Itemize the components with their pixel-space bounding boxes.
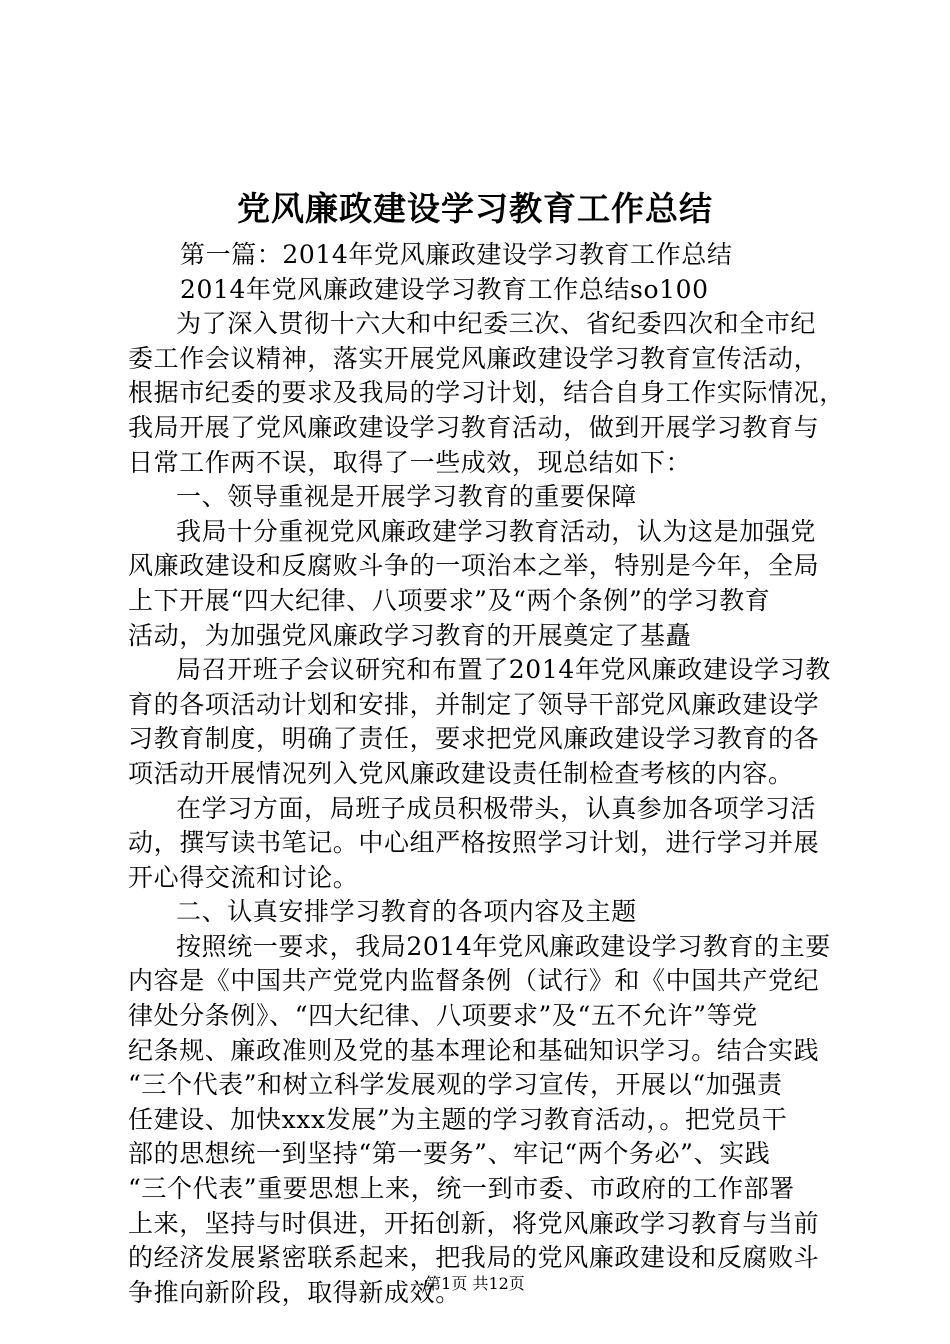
paragraph-line: 我局开展了党风廉政建设学习教育活动，做到开展学习教育与 <box>128 412 820 442</box>
paragraph-line: 育的各项活动计划和安排，并制定了领导干部党风廉政建设学 <box>128 689 820 719</box>
paragraph-line: 习教育制度，明确了责任，要求把党风廉政建设学习教育的各 <box>128 724 820 754</box>
paragraph-line: 纪条规、廉政准则及党的基本理论和基础知识学习。结合实践 <box>128 1035 820 1065</box>
document-title: 党风廉政建设学习教育工作总结 <box>237 189 713 228</box>
document-body <box>128 238 845 1310</box>
paragraph-line: 局召开班子会议研究和布置了2014年党风廉政建设学习教 <box>176 655 831 685</box>
paragraph-line: 根据市纪委的要求及我局的学习计划，结合自身工作实际情况， <box>128 378 845 408</box>
subsection-heading: 2014年党风廉政建设学习教育工作总结so100 <box>180 274 709 304</box>
paragraph-line: 部的思想统一到坚持“第一要务”、牢记“两个务必”、实践 <box>128 1139 771 1169</box>
section-heading: 第一篇：2014年党风廉政建设学习教育工作总结 <box>180 240 733 269</box>
heading-line: 二、认真安排学习教育的各项内容及主题 <box>176 897 637 927</box>
paragraph-line: 按照统一要求，我局2014年党风廉政建设学习教育的主要 <box>176 931 831 961</box>
paragraph-line: 我局十分重视党风廉政建学习教育活动，认为这是加强党 <box>176 516 817 546</box>
paragraph-line: 上下开展“四大纪律、八项要求”及“两个条例”的学习教育 <box>128 585 771 615</box>
paragraph-line: 项活动开展情况列入党风廉政建设责任制检查考核的内容。 <box>128 758 794 788</box>
paragraph-line: 日常工作两不误，取得了一些成效，现总结如下： <box>128 447 692 477</box>
paragraph-line: 风廉政建设和反腐败斗争的一项治本之举，特别是今年，全局 <box>128 551 820 581</box>
paragraph-line: “三个代表”重要思想上来，统一到市委、市政府的工作部署 <box>128 1174 795 1204</box>
paragraph-line: 活动，为加强党风廉政学习教育的开展奠定了基矗 <box>128 620 692 650</box>
paragraph-line: 为了深入贯彻十六大和中纪委三次、省纪委四次和全市纪 <box>176 309 817 339</box>
paragraph-line: 委工作会议精神，落实开展党风廉政建设学习教育宣传活动， <box>128 343 820 373</box>
paragraph-line: “三个代表”和树立科学发展观的学习宣传，开展以“加强责 <box>128 1070 783 1100</box>
paragraph-line: 内容是《中国共产党党内监督条例（试行》和《中国共产党纪 <box>128 966 820 996</box>
paragraph-line: 律处分条例》、“四大纪律、八项要求”及“五不允许”等党 <box>128 1001 758 1031</box>
paragraph-line: 动，撰写读书笔记。中心组严格按照学习计划，进行学习并展 <box>128 828 820 858</box>
paragraph-line: 争推向新阶段，取得新成效。 <box>128 1277 461 1307</box>
paragraph-line: 在学习方面，局班子成员积极带头，认真参加各项学习活 <box>176 793 817 823</box>
paragraph-line: 上来，坚持与时俱进，开拓创新，将党风廉政学习教育与当前 <box>128 1208 820 1238</box>
paragraph-line: 的经济发展紧密联系起来，把我局的党风廉政建设和反腐败斗 <box>128 1243 820 1273</box>
page-number-footer: 第1页 共12页 <box>425 1274 525 1293</box>
heading-line: 一、领导重视是开展学习教育的重要保障 <box>176 482 637 512</box>
paragraph-line: 开心得交流和讨论。 <box>128 862 359 892</box>
paragraph-line: 任建设、加快xxx发展”为主题的学习教育活动，。把党员干 <box>128 1104 788 1134</box>
